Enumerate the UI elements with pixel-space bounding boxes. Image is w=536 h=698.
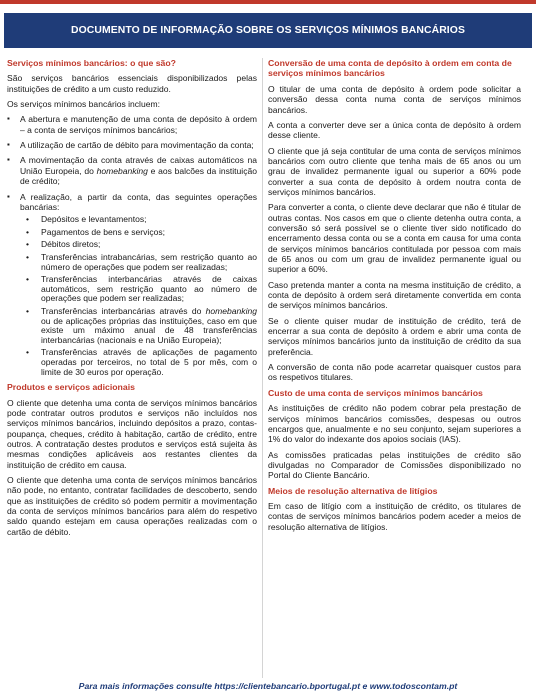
paragraph: Em caso de litígio com a instituição de crédito, os titulares de contas de serviços mínimos bancários podem aceder a meios de resolução alternativa de litígios. (268, 500, 521, 532)
footer (0, 681, 536, 691)
section-heading-dispute-resolution: Meios de resolução alternativa de litígios (268, 485, 438, 496)
sublist-item: • Transferências através de aplicações de pagamento operadas por terceiros, no total de 5 por mês, com o limite de 30 euros por operação. (20, 348, 257, 377)
operations-sublist (20, 215, 257, 377)
paragraph: O cliente que detenha uma conta de serviços mínimos bancários pode contratar outros produtos e serviços não incluídos nos serviços mínimos bancários, incluindo depósitos a prazo, contas-poupança, cheques, crédito à habitação, cartão de crédito, entre outros. A contratação destes produtos e serviços está sujeita às mesmas condições aplicáveis aos restantes clientes da instituição de crédito em causa. (7, 397, 257, 470)
list-item-text: A movimentação da conta através de caixas automáticos na União Europeia, do (20, 155, 257, 176)
paragraph: As instituições de crédito não podem cobrar pela prestação de serviços mínimos bancários comissões, despesas ou outros encargos que, anualmente e no seu conjunto, sejam superiores a 1% do valor do indexante dos apoios sociais (IAS). (268, 403, 521, 445)
paragraph: O titular de uma conta de depósito à ordem pode solicitar a conversão dessa conta numa conta de serviços mínimos bancários. (268, 83, 521, 115)
services-list (7, 114, 257, 377)
list-item-text: A realização, a partir da conta, das seguintes operações bancárias: (20, 191, 257, 212)
footer-link-clientebancario[interactable]: https://clientebancario.bportugal.pt (214, 681, 361, 691)
paragraph: O cliente que detenha uma conta de serviços mínimos bancários não pode, no entanto, contratar facilidades de descoberto, sendo que as instituições de crédito só podem permitir a movimentação da conta de serviços mínimos bancários para além do respetivo saldo quando estejam em causa operações realizadas com o cartão de débito. (7, 474, 257, 537)
emphasis-homebanking: homebanking (96, 165, 148, 176)
footer-link-todoscontam[interactable]: www.todoscontam.pt (369, 681, 458, 691)
sublist-item-text: Transferências interbancárias através do (41, 305, 206, 316)
sublist-item: • Depósitos e levantamentos; (20, 215, 257, 225)
sublist-item (20, 307, 257, 345)
document-header (4, 13, 532, 48)
paragraph: Se o cliente quiser mudar de instituição de crédito, terá de encerrar a sua conta de depósito à ordem e abrir uma conta de serviços mínimos bancários junto da instituição de crédito da sua preferência. (268, 315, 521, 357)
section-heading-what-are: Serviços mínimos bancários: o que são? (7, 58, 176, 68)
list-item (7, 155, 257, 186)
list-item: ▪ A abertura e manutenção de uma conta de depósito à ordem – a conta de serviços mínimos bancários; (7, 114, 257, 135)
paragraph: A conta a converter deve ser a única conta de depósito à ordem desse cliente. (268, 119, 521, 141)
list-item: ▪ A utilização de cartão de débito para movimentação da conta; (7, 140, 257, 150)
emphasis-homebanking: homebanking (205, 305, 257, 316)
section-heading-conversion: Conversão de uma conta de depósito à ordem em conta de serviços mínimos bancários (268, 58, 512, 79)
list-item (7, 192, 257, 378)
list-item-text: e aos balcões da instituição de crédito; (20, 165, 257, 187)
paragraph: Para converter a conta, o cliente deve declarar que não é titular de outras contas. Nos casos em que o cliente detenha outra conta, a conversão só será possível se o cliente tiver sido notificado do encerramento dessa conta ou se a conta em causa for uma conta de serviços mínimos bancários contitulada por pessoa com mais de 65 anos ou com um grau de invalidez permanente igual ou superior a 60%. (268, 202, 521, 275)
paragraph: O cliente que já seja contitular de uma conta de serviços mínimos bancários com outro cliente que tenha mais de 65 anos ou um grau de invalidez permanente igual ou superior a 60% pode converter a sua conta de depósito à ordem noutra conta de serviços mínimos bancários. (268, 145, 521, 197)
sublist-item: • Transferências intrabancárias, sem restrição quanto ao número de operações que podem ser realizadas; (20, 253, 257, 272)
footer-text: e (360, 681, 370, 691)
paragraph: As comissões praticadas pelas instituições de crédito são divulgadas no Comparador de Comissões disponibilizado no Portal do Cliente Bancário. (268, 449, 521, 481)
section-heading-cost: Custo de uma conta de serviços mínimos bancários (268, 387, 483, 398)
paragraph: São serviços bancários essenciais disponibilizados pelas instituições de crédito a um custo reduzido. (7, 73, 257, 94)
sublist-item: • Transferências interbancárias através de caixas automáticos, sem restrição quanto ao número de operações que podem ser realizadas; (20, 275, 257, 304)
left-column (7, 58, 257, 542)
right-column (268, 58, 521, 537)
paragraph: Os serviços mínimos bancários incluem: (7, 99, 160, 110)
sublist-item-text: ou de aplicações próprias das instituições, caso em que existe um máximo anual de 48 transferências interbancárias (nacionais e na União Europeia); (41, 315, 257, 345)
paragraph: A conversão de conta não pode acarretar quaisquer custos para os respetivos titulares. (268, 362, 521, 383)
paragraph: Caso pretenda manter a conta na mesma instituição de crédito, a conta de depósito à ordem será diretamente convertida em conta de serviços mínimos bancários. (268, 279, 521, 311)
top-accent-line (0, 0, 536, 4)
footer-text: Para mais informações consulte (78, 681, 215, 691)
section-heading-additional-products: Produtos e serviços adicionais (7, 382, 135, 393)
sublist-item: • Débitos diretos; (20, 240, 257, 250)
column-divider (262, 58, 263, 678)
document-title: DOCUMENTO DE INFORMAÇÃO SOBRE OS SERVIÇOS MÍNIMOS BANCÁRIOS (70, 25, 466, 36)
sublist-item: • Pagamentos de bens e serviços; (20, 228, 257, 238)
